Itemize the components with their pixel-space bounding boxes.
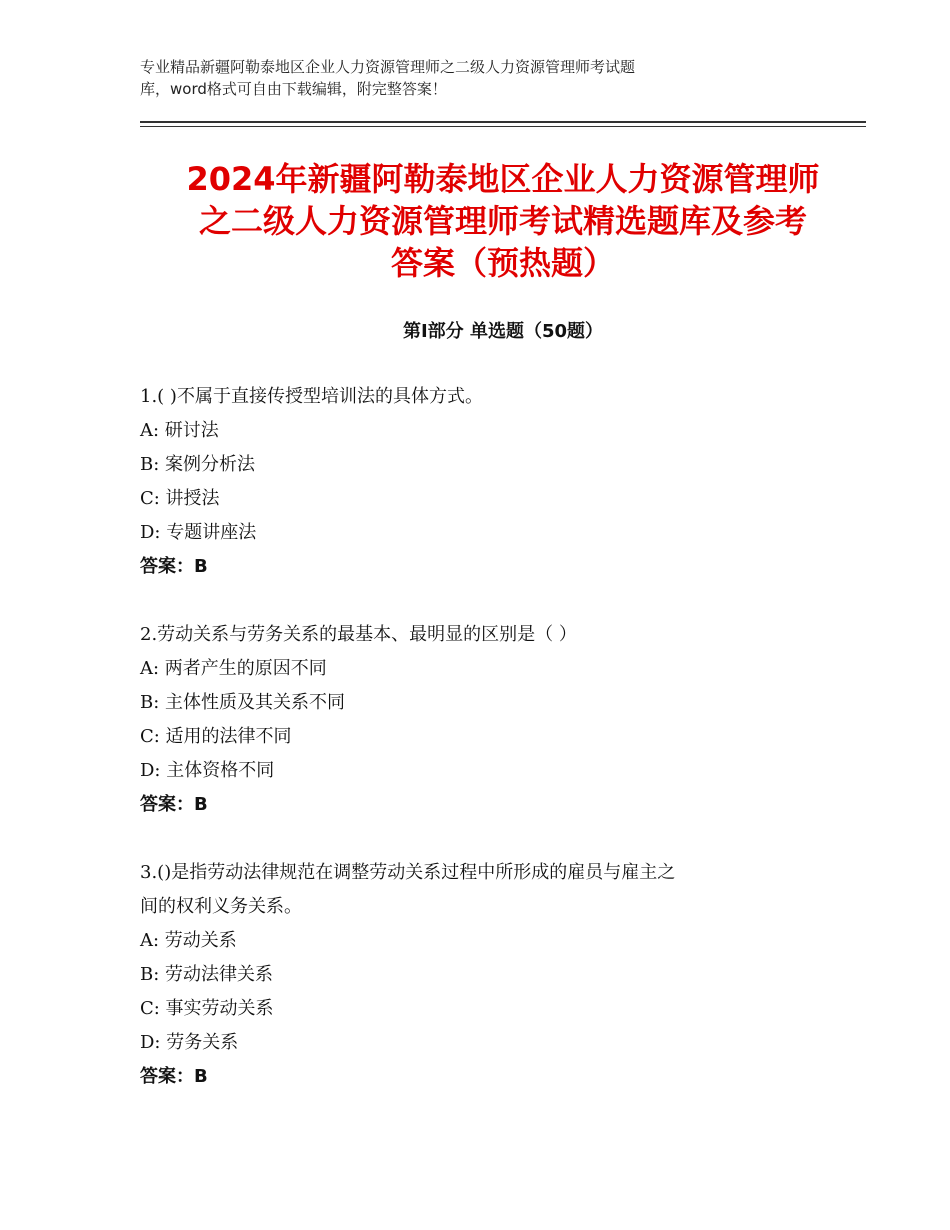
question-3 [140,856,800,1094]
option-b: B: 劳动法律关系 [140,964,274,985]
option-d: D: 劳务关系 [140,1032,239,1053]
header-divider-thick [140,121,866,123]
question-stem-line-2: 间的权利义务关系。 [140,896,302,917]
title-line-3: 答案（预热题） [390,244,615,282]
question-1 [140,380,800,584]
answer: 答案：B [140,794,208,815]
title-line-2: 之二级人力资源管理师考试精选题库及参考 [198,202,807,240]
question-stem: 1.( )不属于直接传授型培训法的具体方式。 [140,386,483,407]
section-title: 第I部分 单选题（50题） [402,321,603,342]
option-c: C: 讲授法 [140,488,220,509]
option-a: A: 劳动关系 [140,930,237,951]
option-b: B: 案例分析法 [140,454,256,475]
answer: 答案：B [140,556,208,577]
question-stem: 2.劳动关系与劳务关系的最基本、最明显的区别是（ ） [140,624,577,645]
title-line-1: 2024年新疆阿勒泰地区企业人力资源管理师 [186,160,820,198]
document-header-note [140,56,780,100]
question-2 [140,618,800,822]
header-divider-thin [140,126,866,127]
option-a: A: 两者产生的原因不同 [140,658,327,679]
answer: 答案：B [140,1066,208,1087]
header-line-1: 专业精品新疆阿勒泰地区企业人力资源管理师之二级人力资源管理师考试题 [140,58,636,76]
document-title [140,158,866,284]
header-line-2: 库，word格式可自由下载编辑，附完整答案！ [140,80,447,98]
option-d: D: 主体资格不同 [140,760,275,781]
option-a: A: 研讨法 [140,420,219,441]
option-b: B: 主体性质及其关系不同 [140,692,346,713]
question-stem-line-1: 3.()是指劳动法律规范在调整劳动关系过程中所形成的雇员与雇主之 [140,862,676,883]
option-c: C: 事实劳动关系 [140,998,274,1019]
option-c: C: 适用的法律不同 [140,726,292,747]
option-d: D: 专题讲座法 [140,522,257,543]
